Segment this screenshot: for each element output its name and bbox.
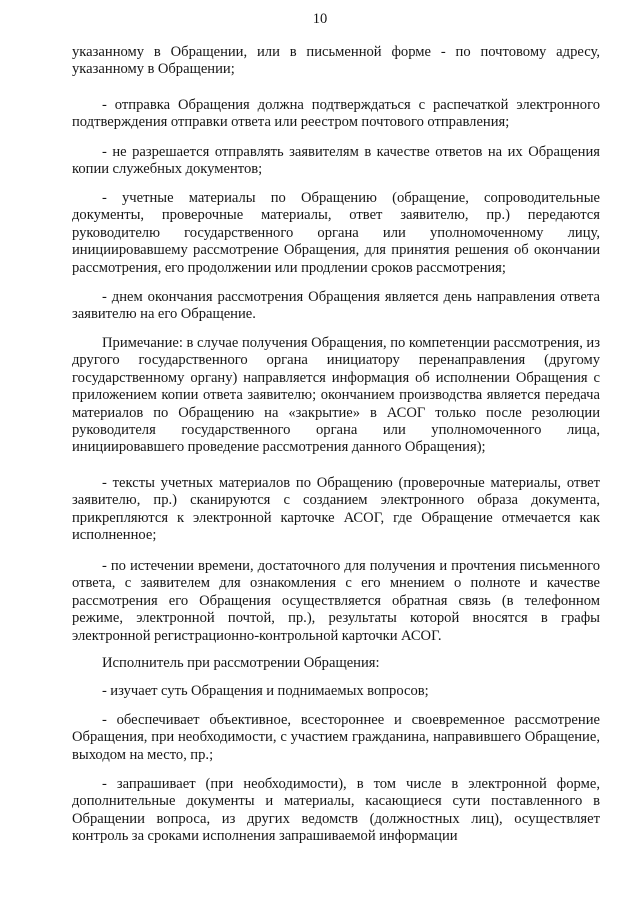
paragraph-end-date: - днем окончания рассмотрения Обращения является день направления ответа заявителю на его Обращение. [72,289,600,323]
paragraph-continuation: указанному в Обращении, или в письменной форме - по почтовому адресу, указанному в Обращении; [72,44,600,78]
paragraph-ensures: - обеспечивает объективное, всестороннее и своевременное рассмотрение Обращения, при необходимости, с участием гражданина, направившего Обращение, выходом на место, пр.; [72,712,600,763]
page-number: 10 [312,11,328,27]
paragraph-feedback: - по истечении времени, достаточного для получения и прочтения письменного ответа, с заявителем для ознакомления с его мнением о полноте и качестве рассмотрения его Обращения осуществляется обратная связь (в телефонном режиме, электронной почтой, пр.), результаты которой вносятся в графы электронной регистрационно-контрольной карточки АСОГ. [72,558,600,644]
paragraph-studies: - изучает суть Обращения и поднимаемых вопросов; [102,683,429,699]
paragraph-note: Примечание: в случае получения Обращения, по компетенции рассмотрения, из другого государственного органа инициатору перенаправления (другому государственному органу) направляется информация об исполнении Обращения с приложением копии ответа заявителю; окончанием производства является передача материалов по Обращению на «закрытие» в АСОГ только после резолюции руководителя государственного органа или уполномоченного лица, инициировавшего проведение рассмотрения данного Обращения); [72,335,600,456]
paragraph-accounting-materials: - учетные материалы по Обращению (обращение, сопроводительные документы, проверочные материалы, ответ заявителю, пр.) передаются руководителю государственного органа или уполномоченному лицу, инициировавшему рассмотрение Обращения, для принятия решения об окончании рассмотрения, его продолжении или продлении сроков рассмотрения; [72,190,600,276]
paragraph-sending-confirmation: - отправка Обращения должна подтверждаться с распечаткой электронного подтверждения отправки ответа или реестром почтового отправления; [72,97,600,131]
paragraph-requests: - запрашивает (при необходимости), в том числе в электронной форме, дополнительные документы и материалы, касающиеся сути поставленного в Обращении вопроса, из других ведомств (должностных лиц), осуществляет контроль за сроками исполнения запрашиваемой информации [72,776,600,845]
paragraph-scanning: - тексты учетных материалов по Обращению (проверочные материалы, ответ заявителю, пр.) сканируются с созданием электронного образа документа, прикрепляются к электронной карточке АСОГ, где Обращение отмечается как исполненное; [72,475,600,544]
paragraph-executor-heading: Исполнитель при рассмотрении Обращения: [102,655,380,671]
paragraph-no-service-copies: - не разрешается отправлять заявителям в качестве ответов на их Обращения копии служебных документов; [72,144,600,178]
